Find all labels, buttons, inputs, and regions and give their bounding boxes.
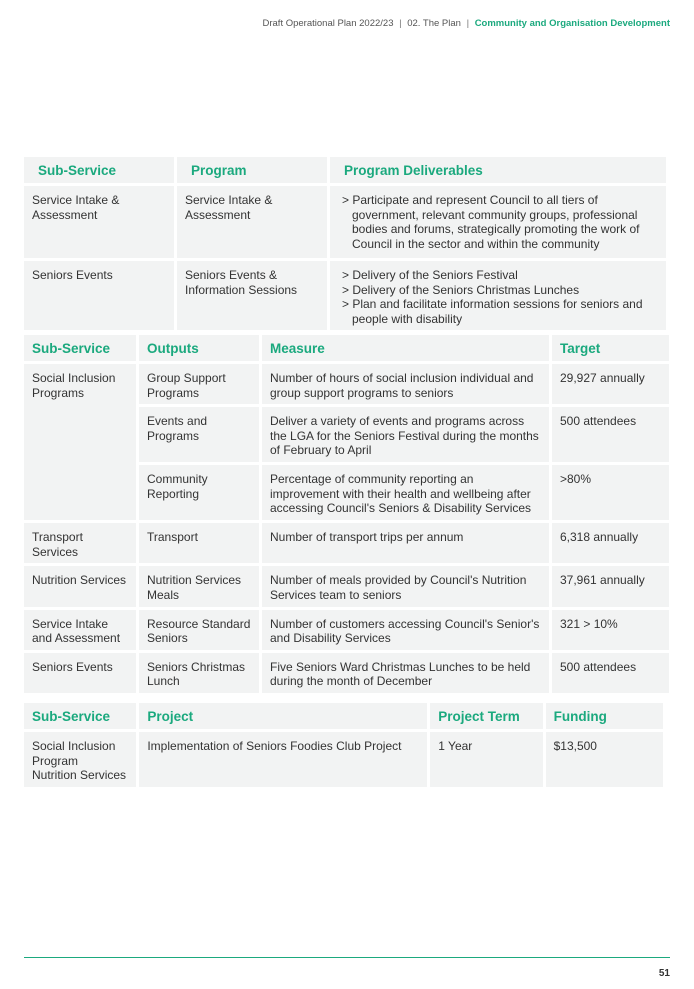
table-row (24, 261, 666, 330)
measure-cell: Percentage of community reporting an improvement with their health and wellbeing after accessing Council's Seniors & Disability Services (262, 465, 549, 520)
deliverable-item: > Participate and represent Council to all tiers of government, relevant community groups, professional bodies and forums, strategically promoting the work of Council in the sector and within the community (342, 193, 640, 251)
column-header: Measure (262, 335, 549, 361)
table-row (24, 186, 666, 258)
page-number: 51 (658, 968, 670, 979)
column-header: Sub-Service (24, 157, 174, 183)
deliverable-item: > Delivery of the Seniors Festival (342, 268, 518, 282)
deliverable-item: > Delivery of the Seniors Christmas Lunches (342, 282, 580, 297)
sub-service-cell: Seniors Events (24, 653, 136, 693)
sub-service-cell: Transport Services (24, 523, 136, 563)
sub-service-cell: Seniors Events (24, 261, 174, 330)
target-cell: 37,961 annually (552, 566, 669, 606)
funding-cell: $13,500 (546, 732, 663, 787)
outputs-measures-table (21, 332, 672, 696)
table-header-row (24, 157, 666, 183)
document-title: Draft Operational Plan 2022/23 (262, 18, 394, 29)
table-header-row (24, 335, 669, 361)
target-cell: 6,318 annually (552, 523, 669, 563)
page-header (263, 18, 671, 29)
sub-service-cell: Service Intake and Assessment (24, 610, 136, 650)
header-separator: | (399, 18, 402, 29)
sub-service-cell: Service Intake & Assessment (24, 186, 174, 258)
table-row (24, 610, 669, 650)
column-header: Project Term (430, 703, 542, 729)
program-cell: Seniors Events & Information Sessions (177, 261, 327, 330)
table-header-row (24, 703, 663, 729)
measure-cell: Number of meals provided by Council's Nutrition Services team to seniors (262, 566, 549, 606)
program-cell: Service Intake & Assessment (177, 186, 327, 258)
program-deliverables-table (21, 154, 669, 333)
output-cell: Nutrition Services Meals (139, 566, 259, 606)
output-cell: Events and Programs (139, 407, 259, 462)
table-row (24, 566, 669, 606)
column-header: Funding (546, 703, 663, 729)
projects-table (21, 700, 666, 790)
part-title: 02. The Plan (407, 18, 461, 29)
output-cell: Transport (139, 523, 259, 563)
measure-cell: Number of hours of social inclusion individual and group support programs to seniors (262, 364, 549, 404)
project-term-cell: 1 Year (430, 732, 542, 787)
sub-service-line: Nutrition Services (32, 768, 127, 783)
output-cell: Group Support Programs (139, 364, 259, 404)
sub-service-line: Social Inclusion Program (32, 739, 116, 768)
sub-service-cell (24, 732, 136, 787)
output-cell: Resource Standard Seniors (139, 610, 259, 650)
deliverables-cell (330, 261, 666, 330)
output-cell: Seniors Christmas Lunch (139, 653, 259, 693)
target-cell: 29,927 annually (552, 364, 669, 404)
table-row (24, 653, 669, 693)
measure-cell: Number of transport trips per annum (262, 523, 549, 563)
deliverables-cell (330, 186, 666, 258)
target-cell: >80% (552, 465, 669, 520)
column-header: Target (552, 335, 669, 361)
section-title: Community and Organisation Development (474, 18, 670, 29)
measure-cell: Number of customers accessing Council's Senior's and Disability Services (262, 610, 549, 650)
measure-cell: Deliver a variety of events and programs across the LGA for the Seniors Festival during the months of February to April (262, 407, 549, 462)
table-row (24, 732, 663, 787)
target-cell: 500 attendees (552, 653, 669, 693)
output-cell: Community Reporting (139, 465, 259, 520)
column-header: Project (139, 703, 427, 729)
header-separator: | (466, 18, 470, 29)
column-header: Outputs (139, 335, 259, 361)
sub-service-cell: Social Inclusion Programs (24, 364, 136, 520)
footer-divider (24, 957, 670, 958)
sub-service-cell: Nutrition Services (24, 566, 136, 606)
table-row (24, 364, 669, 404)
deliverable-item: > Plan and facilitate information sessions for seniors and people with disability (342, 297, 643, 326)
target-cell: 500 attendees (552, 407, 669, 462)
measure-cell: Five Seniors Ward Christmas Lunches to be held during the month of December (262, 653, 549, 693)
column-header: Sub-Service (24, 335, 136, 361)
column-header: Sub-Service (24, 703, 136, 729)
table-row (24, 523, 669, 563)
project-cell: Implementation of Seniors Foodies Club Project (139, 732, 427, 787)
column-header: Program (177, 157, 327, 183)
target-cell: 321 > 10% (552, 610, 669, 650)
column-header: Program Deliverables (330, 157, 666, 183)
